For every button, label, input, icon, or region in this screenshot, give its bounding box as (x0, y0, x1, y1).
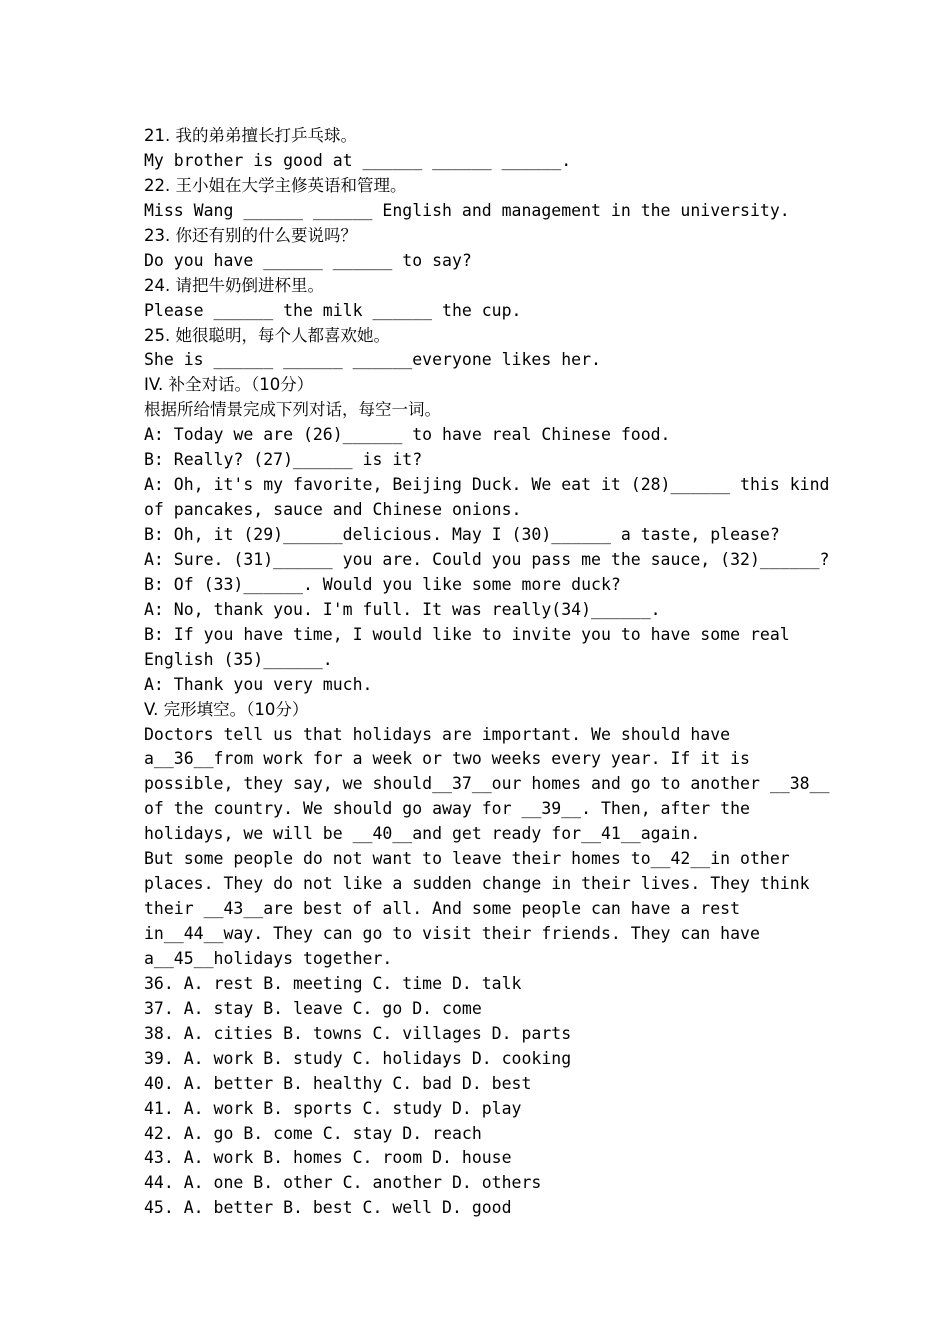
choice-option-36: 36. A. rest B. meeting C. time D. talk (144, 973, 522, 993)
cloze-passage-line: of the country. We should go away for __39__. Then, after the (144, 799, 750, 819)
choice-option-44: 44. A. one B. other C. another D. others (144, 1173, 542, 1193)
question-21-english: My brother is good at ______ ______ ______. (144, 150, 572, 170)
cloze-passage-line: possible, they say, we should__37__our homes and go to another __38__ (144, 774, 830, 794)
cloze-passage-line: holidays, we will be __40__and get ready for__41__again. (144, 824, 701, 844)
choice-option-38: 38. A. cities B. towns C. villages D. parts (144, 1023, 572, 1043)
question-24-chinese: 24. 请把牛奶倒进杯里。 (144, 275, 324, 295)
cloze-passage-line: Doctors tell us that holidays are important. We should have (144, 724, 731, 744)
section-iv-heading: IV. 补全对话。（10分） (144, 375, 314, 395)
choice-option-41: 41. A. work B. sports C. study D. play (144, 1098, 522, 1118)
question-25-english: She is ______ ______ ______everyone likes her. (144, 350, 601, 370)
dialogue-line: of pancakes, sauce and Chinese onions. (144, 500, 522, 520)
dialogue-line: B: Of (33)______. Would you like some more duck? (144, 574, 621, 594)
choice-option-37: 37. A. stay B. leave C. go D. come (144, 998, 482, 1018)
document-page (144, 124, 830, 1221)
dialogue-line: B: If you have time, I would like to invite you to have some real (144, 624, 790, 644)
cloze-passage-line: in__44__way. They can go to visit their friends. They can have (144, 924, 760, 943)
cloze-passage-line: their __43__are best of all. And some people can have a rest (144, 899, 741, 919)
cloze-passage-line: places. They do not like a sudden change in their lives. They think (144, 874, 810, 894)
dialogue-line: B: Oh, it (29)______delicious. May I (30)______ a taste, please? (144, 525, 780, 544)
section-v-heading: V. 完形填空。（10分） (144, 699, 309, 719)
question-23-chinese: 23. 你还有别的什么要说吗？ (144, 225, 357, 245)
dialogue-line: A: No, thank you. I'm full. It was really(34)______. (144, 599, 661, 619)
question-25-chinese: 25. 她很聪明，每个人都喜欢她。 (144, 325, 390, 345)
choice-option-43: 43. A. work B. homes C. room D. house (144, 1148, 512, 1168)
question-22-english: Miss Wang ______ ______ English and management in the university. (144, 200, 790, 220)
question-21-chinese: 21. 我的弟弟擅长打乒乓球。 (144, 126, 357, 145)
cloze-passage-line: But some people do not want to leave their homes to__42__in other (144, 849, 790, 869)
dialogue-line: A: Today we are (26)______ to have real Chinese food. (144, 425, 671, 445)
choice-option-45: 45. A. better B. best C. well D. good (144, 1198, 512, 1218)
question-22-chinese: 22. 王小姐在大学主修英语和管理。 (144, 175, 407, 195)
choice-option-39: 39. A. work B. study C. holidays D. cooking (144, 1048, 572, 1068)
section-iv-instructions: 根据所给情景完成下列对话，每空一词。 (144, 400, 441, 420)
dialogue-line: English (35)______. (144, 649, 333, 669)
cloze-passage-line: a__36__from work for a week or two weeks every year. If it is (144, 749, 750, 769)
question-23-english: Do you have ______ ______ to say? (144, 250, 472, 270)
choice-option-40: 40. A. better B. healthy C. bad D. best (144, 1073, 532, 1093)
cloze-passage-line: a__45__holidays together. (144, 948, 393, 968)
dialogue-line: A: Oh, it's my favorite, Beijing Duck. We eat it (28)______ this kind (144, 475, 830, 495)
choice-option-42: 42. A. go B. come C. stay D. reach (144, 1123, 482, 1143)
dialogue-line: A: Sure. (31)______ you are. Could you pass me the sauce, (32)______? (144, 549, 830, 569)
dialogue-line: A: Thank you very much. (144, 674, 373, 694)
dialogue-line: B: Really? (27)______ is it? (144, 450, 423, 470)
question-24-english: Please ______ the milk ______ the cup. (144, 300, 522, 320)
